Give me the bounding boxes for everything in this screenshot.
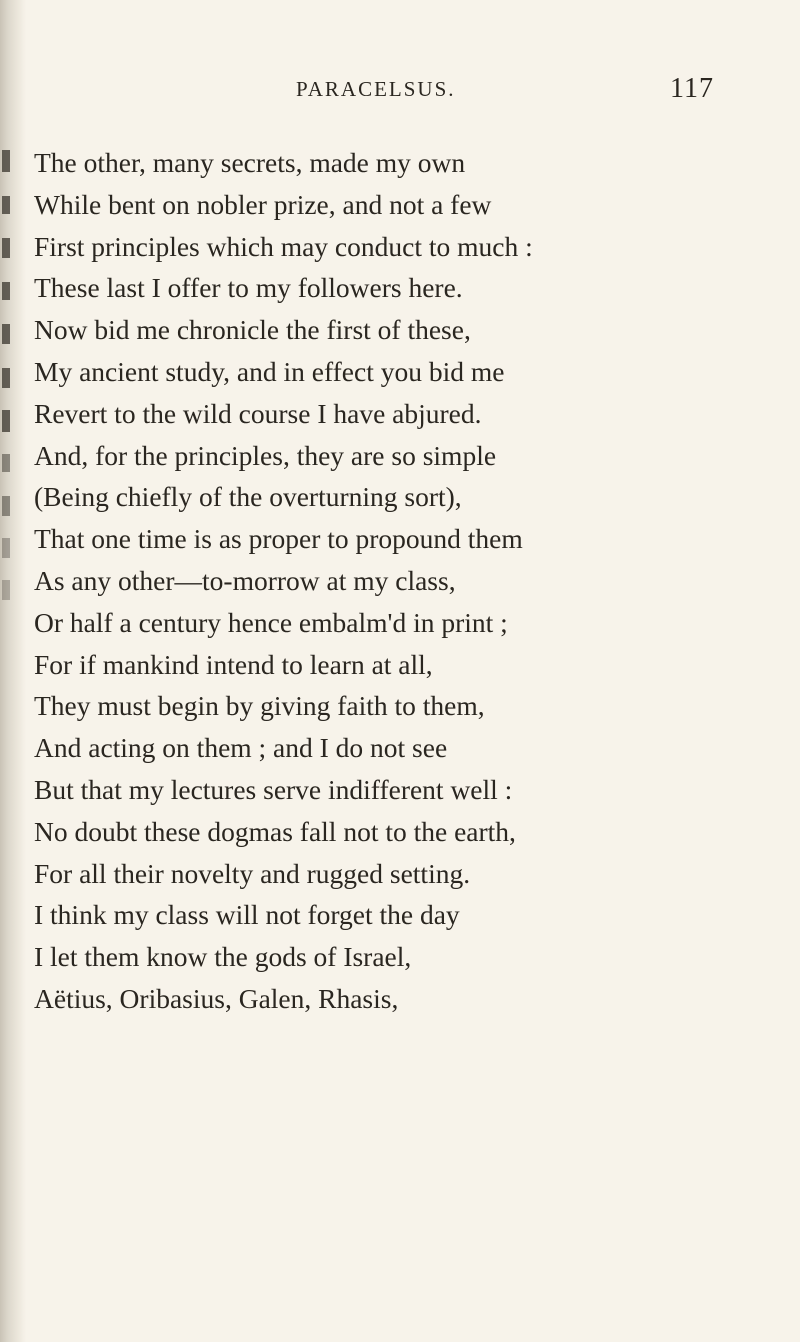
verse-line: For if mankind intend to learn at all, xyxy=(34,648,433,680)
binding-mark xyxy=(2,196,10,214)
verse-line: The other, many secrets, made my own xyxy=(34,147,466,178)
verse-line: For all their novelty and rugged setting. xyxy=(34,857,471,889)
verse-line: As any other—to-morrow at my class, xyxy=(34,564,456,596)
binding-mark xyxy=(2,282,10,300)
verse-line: But that my lectures serve indifferent well : xyxy=(34,773,513,805)
verse-line: These last I offer to my followers here. xyxy=(34,272,463,304)
verse-line: First principles which may conduct to much : xyxy=(34,230,533,262)
page-number: 117 xyxy=(670,73,714,104)
poem-body xyxy=(34,142,774,1020)
running-head xyxy=(0,73,800,109)
verse-line: Aëtius, Oribasius, Galen, Rhasis, xyxy=(34,982,399,1014)
verse-line: Or half a century hence embalm'd in print ; xyxy=(34,606,508,638)
verse-line: And acting on them ; and I do not see xyxy=(34,732,448,764)
binding-mark xyxy=(2,324,10,344)
binding-mark xyxy=(2,368,10,388)
binding-mark xyxy=(2,238,10,258)
verse-line: Revert to the wild course I have abjured. xyxy=(34,397,482,429)
binding-mark xyxy=(2,580,10,600)
verse-line: (Being chiefly of the overturning sort), xyxy=(34,481,462,513)
verse-line: Now bid me chronicle the first of these, xyxy=(34,314,471,346)
verse-line: That one time is as proper to propound them xyxy=(34,523,523,555)
binding-mark xyxy=(2,538,10,558)
verse-line: While bent on nobler prize, and not a few xyxy=(34,188,492,220)
verse-line: My ancient study, and in effect you bid me xyxy=(34,355,505,387)
verse-line: They must begin by giving faith to them, xyxy=(34,690,485,722)
verse-line: I think my class will not forget the day xyxy=(34,899,460,931)
running-title: PARACELSUS. xyxy=(296,77,456,101)
binding-mark xyxy=(2,454,10,472)
binding-mark xyxy=(2,150,10,172)
page-gutter xyxy=(0,0,26,1342)
verse-line: I let them know the gods of Israel, xyxy=(34,941,412,973)
verse-line: No doubt these dogmas fall not to the earth, xyxy=(34,815,516,847)
binding-mark xyxy=(2,496,10,516)
binding-mark xyxy=(2,410,10,432)
verse-line: And, for the principles, they are so simple xyxy=(34,439,497,471)
